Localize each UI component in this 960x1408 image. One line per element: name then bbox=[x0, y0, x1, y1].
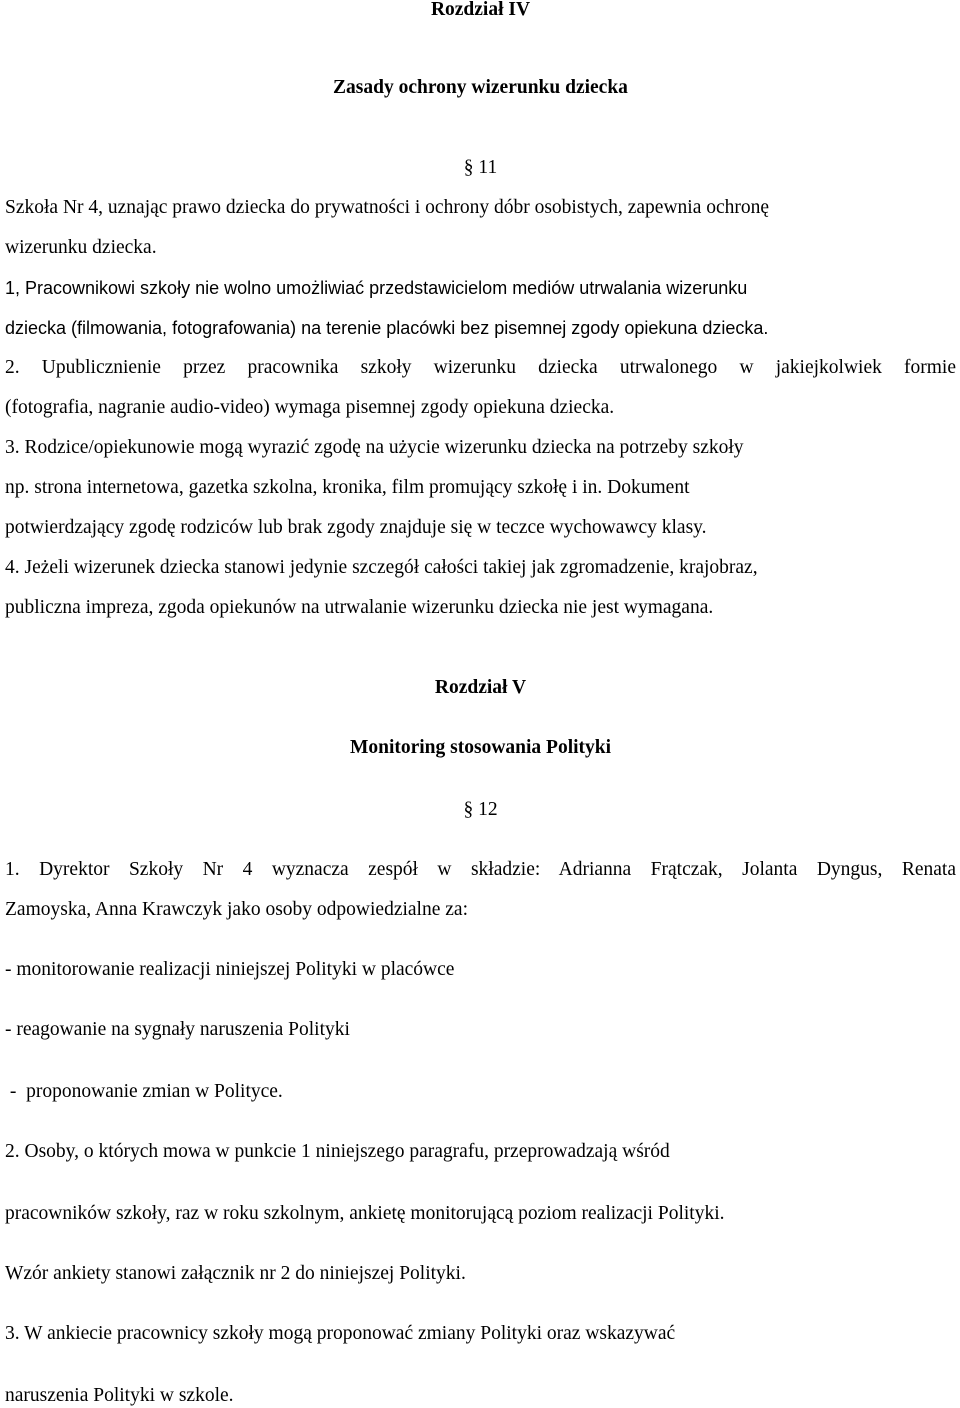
ch5-line-9: 3. W ankiecie pracownicy szkoły mogą proponować zmiany Polityki oraz wskazywać bbox=[5, 1323, 676, 1344]
ch5-line-10: naruszenia Polityki w szkole. bbox=[5, 1385, 234, 1406]
ch4-line-10: 4. Jeżeli wizerunek dziecka stanowi jedynie szczegół całości takiej jak zgromadzenie, krajobraz, bbox=[5, 557, 758, 578]
chapter4-heading: Rozdział IV bbox=[430, 0, 531, 20]
ch5-line-5: - proponowanie zmian w Polityce. bbox=[5, 1081, 283, 1102]
ch5-line-6: 2. Osoby, o których mowa w punkcie 1 niniejszego paragrafu, przeprowadzają wśród bbox=[5, 1141, 670, 1162]
ch5-line-3: - monitorowanie realizacji niniejszej Polityki w placówce bbox=[5, 959, 455, 980]
chapter5-title: Monitoring stosowania Polityki bbox=[349, 737, 612, 758]
ch4-line-8: np. strona internetowa, gazetka szkolna, kronika, film promujący szkołę i in. Dokument bbox=[5, 477, 690, 498]
section-12: § 12 bbox=[463, 799, 498, 820]
ch4-line-2: wizerunku dziecka. bbox=[5, 237, 157, 258]
ch4-line-4: dziecka (filmowania, fotografowania) na terenie placówki bez pisemnej zgody opiekuna dziecka. bbox=[5, 318, 769, 338]
ch4-line-5: 2. Upublicznienie przez pracownika szkoły wizerunku dziecka utrwalonego w jakiejkolwiek formie bbox=[5, 357, 956, 378]
chapter4-title: Zasady ochrony wizerunku dziecka bbox=[333, 77, 628, 98]
ch4-line-6: (fotografia, nagranie audio-video) wymaga pisemnej zgody opiekuna dziecka. bbox=[5, 397, 615, 418]
ch4-line-1: Szkoła Nr 4, uznając prawo dziecka do prywatności i ochrony dóbr osobistych, zapewnia ochronę bbox=[5, 197, 770, 218]
ch4-line-3: 1, Pracownikowi szkoły nie wolno umożliwiać przedstawicielom mediów utrwalania wizerunku bbox=[5, 278, 748, 298]
chapter5-heading: Rozdział V bbox=[434, 677, 527, 698]
ch5-line-8: Wzór ankiety stanowi załącznik nr 2 do niniejszej Polityki. bbox=[5, 1263, 466, 1284]
ch5-line-7: pracowników szkoły, raz w roku szkolnym, ankietę monitorującą poziom realizacji Polityki. bbox=[5, 1203, 725, 1224]
ch4-line-7: 3. Rodzice/opiekunowie mogą wyrazić zgodę na użycie wizerunku dziecka na potrzeby szkoły bbox=[5, 437, 744, 458]
ch5-line-2: Zamoyska, Anna Krawczyk jako osoby odpowiedzialne za: bbox=[5, 899, 468, 920]
ch5-line-4: - reagowanie na sygnały naruszenia Polityki bbox=[5, 1019, 350, 1040]
ch4-line-11: publiczna impreza, zgoda opiekunów na utrwalanie wizerunku dziecka nie jest wymagana. bbox=[5, 597, 714, 618]
ch4-line-9: potwierdzający zgodę rodziców lub brak zgody znajduje się w teczce wychowawcy klasy. bbox=[5, 517, 707, 538]
ch5-line-1: 1. Dyrektor Szkoły Nr 4 wyznacza zespół w składzie: Adrianna Frątczak, Jolanta Dyngus, Renata bbox=[5, 859, 956, 880]
section-11: § 11 bbox=[463, 157, 498, 178]
